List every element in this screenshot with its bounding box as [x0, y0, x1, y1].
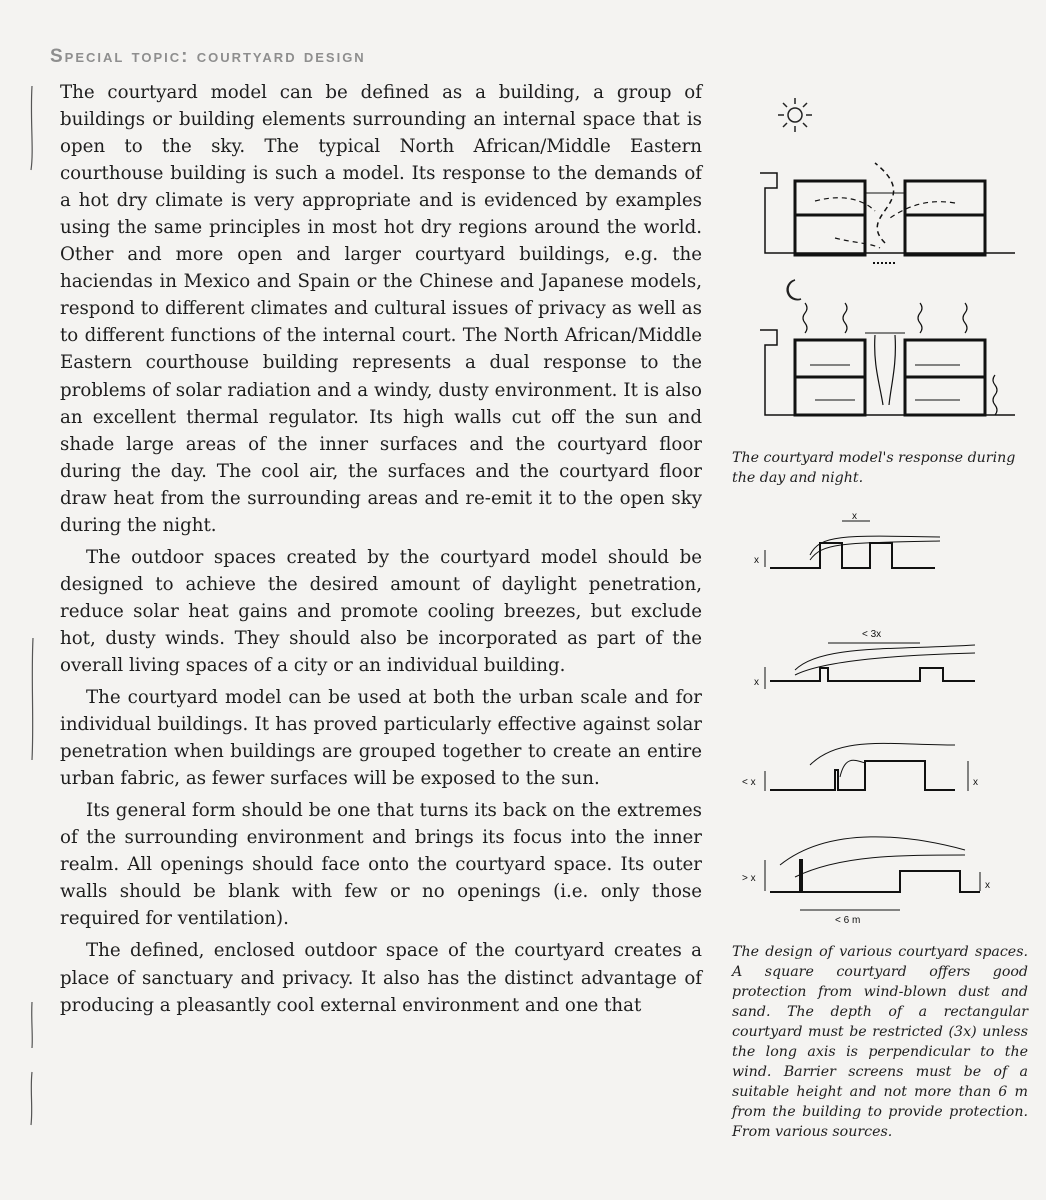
dim-label: x	[754, 677, 759, 688]
courtyard-night-diagram	[755, 275, 1025, 435]
paragraph: Its general form should be one that turns its back on the extremes of the surrounding environment and brings its focus into the inner realm. All openings should face onto the courtyard space. Its outer walls should be blank with few or no openings (i.e. only those required for ventilation).	[60, 800, 702, 930]
dim-label: < 3x	[862, 629, 882, 640]
moon-icon	[787, 280, 801, 300]
figure-caption-courtyard-spaces: The design of various courtyard spaces. A square courtyard offers good protection from wind-blown dust and sand. The depth of a rectangular courtyard must be restricted (3x) unless the long axis is perpendicular to the wind. Barrier screens must be of a suitable height and not more than 6 m from the building to provide protection. From various sources.	[732, 944, 1028, 1140]
paragraph: The defined, enclosed outdoor space of the courtyard creates a place of sanctuary and privacy. It also has the distinct advantage of producing a pleasantly cool external environment and one that	[60, 940, 702, 1016]
dim-label: x	[852, 511, 857, 522]
paragraph: The courtyard model can be used at both the urban scale and for individual buildings. It has proved particularly effective against solar penetration when buildings are grouped together to create an entire urban fabric, as fewer surfaces will be exposed to the sun.	[60, 687, 702, 790]
dim-label: < x	[742, 777, 756, 788]
courtyard-spaces-diagrams	[740, 505, 1030, 935]
paragraph: The outdoor spaces created by the courtyard model should be designed to achieve the desired amount of daylight penetration, reduce solar heat gains and promote cooling breezes, but exclude hot, dusty winds. They should also be incorporated as part of the overall living spaces of a city or an individual building.	[60, 546, 702, 676]
section-heading: Special topic: courtyard design	[50, 46, 366, 67]
dim-label: > x	[742, 873, 756, 884]
sun-icon	[778, 98, 812, 132]
figure-caption-day-night: The courtyard model's response during the day and night.	[732, 450, 1016, 486]
courtyard-day-diagram	[755, 93, 1025, 273]
pencil-margin-marks	[20, 80, 50, 1180]
dim-label: x	[985, 880, 990, 891]
paragraph: The courtyard model can be defined as a building, a group of buildings or building elements surrounding an internal space that is open to the sky. The typical North African/Middle Eastern courthouse building is such a model. Its response to the demands of a hot dry climate is very appropriate and is evidenced by examples using the same principles in most hot dry regions around the world. Other and more open and larger courtyard buildings, e.g. the haciendas in Mexico and Spain or the Chinese and Japanese models, respond to different climates and cultural issues of privacy as well as to different functions of the internal court. The North African/Middle Eastern courthouse building represents a dual response to the problems of solar radiation and a windy, dusty environment. It is also an excellent thermal regulator. Its high walls cut off the sun and shade large areas of the inner surfaces and the courtyard floor during the day. The cool air, the surfaces and the courtyard floor draw heat from the surrounding areas and re-emit it to the open sky during the night.	[60, 82, 702, 536]
dim-label: < 6 m	[835, 915, 861, 926]
dim-label: x	[754, 555, 759, 566]
dim-label: x	[973, 777, 978, 788]
body-text	[60, 79, 702, 1024]
